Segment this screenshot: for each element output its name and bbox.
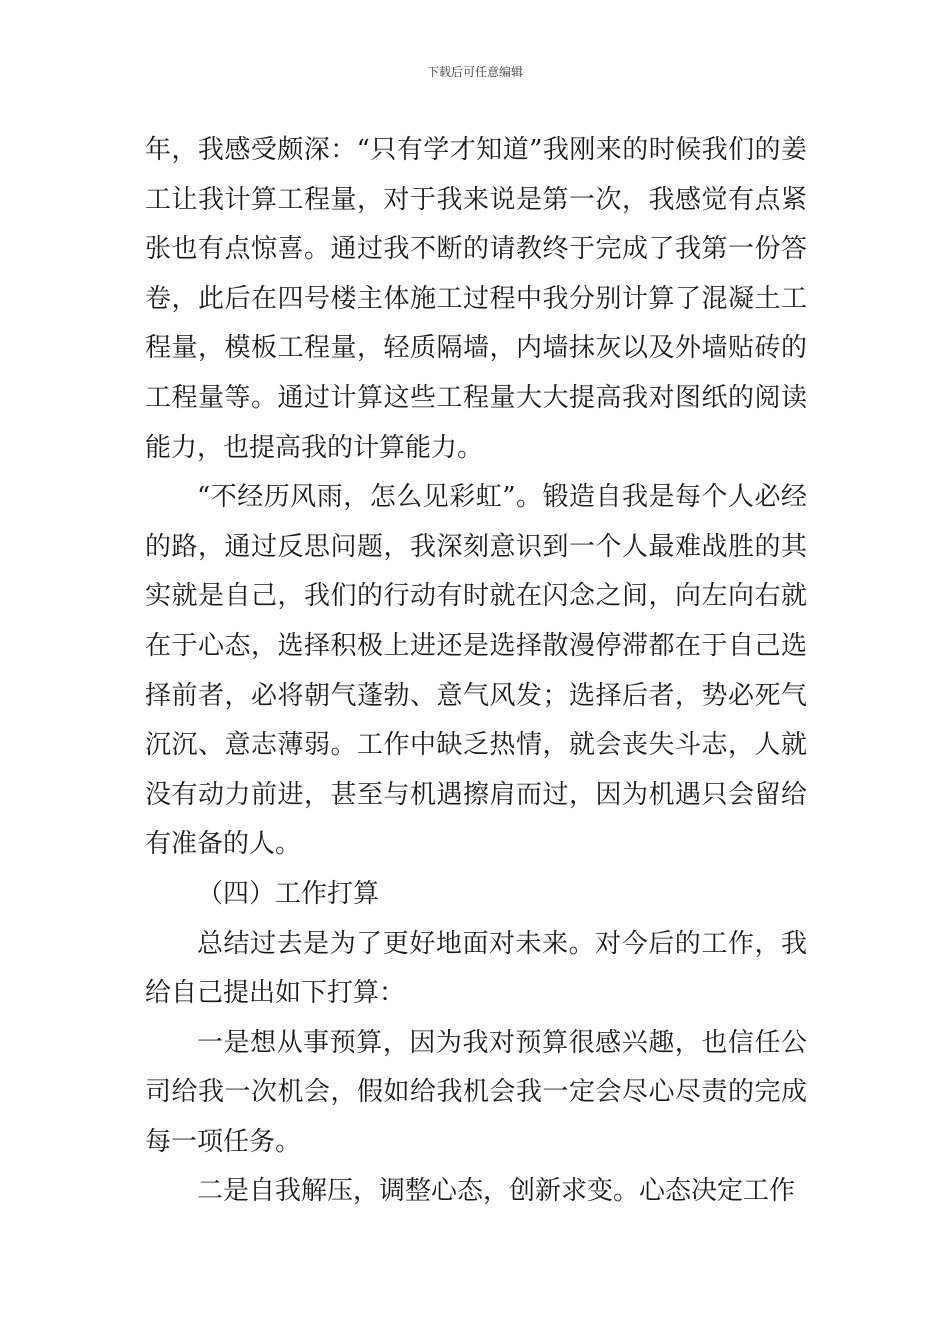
paragraph-2: “不经历风雨，怎么见彩虹”。锻造自我是每个人必经的路，通过反思问题，我深刻意识到一个人最难战胜的其实就是自己，我们的行动有时就在闪念之间，向左向右就在于心态，选择积极上进还是选择散漫停滞都在于自己选择前者，必将朝气蓬勃、意气风发；选择后者，势必死气沉沉、意志薄弱。工作中缺乏热情，就会丧失斗志，人就没有动力前进，甚至与机遇擦肩而过，因为机遇只会留给有准备的人。	[145, 482, 807, 860]
paragraph-3: 总结过去是为了更好地面对未来。对今后的工作，我给自己提出如下打算：	[145, 928, 807, 1009]
page-header-note: 下载后可任意编辑	[426, 65, 523, 79]
paragraph-1: 年，我感受颇深：“只有学才知道”我刚来的时候我们的姜工让我计算工程量，对于我来说是第一次，我感觉有点紧张也有点惊喜。通过我不断的请教终于完成了我第一份答卷，此后在四号楼主体施工过程中我分别计算了混凝土工程量，模板工程量，轻质隔墙，内墙抹灰以及外墙贴砖的工程量等。通过计算这些工程量大大提高我对图纸的阅读能力，也提高我的计算能力。	[145, 135, 807, 463]
paragraph-5: 二是自我解压，调整心态，创新求变。心态决定工作	[197, 1176, 796, 1207]
section-heading-work-plan: （四）工作打算	[197, 878, 380, 909]
paragraph-4: 一是想从事预算，因为我对预算很感兴趣，也信任公司给我一次机会，假如给我机会我一定会尽心尽责的完成每一项任务。	[145, 1027, 807, 1157]
document-body	[145, 126, 807, 1217]
